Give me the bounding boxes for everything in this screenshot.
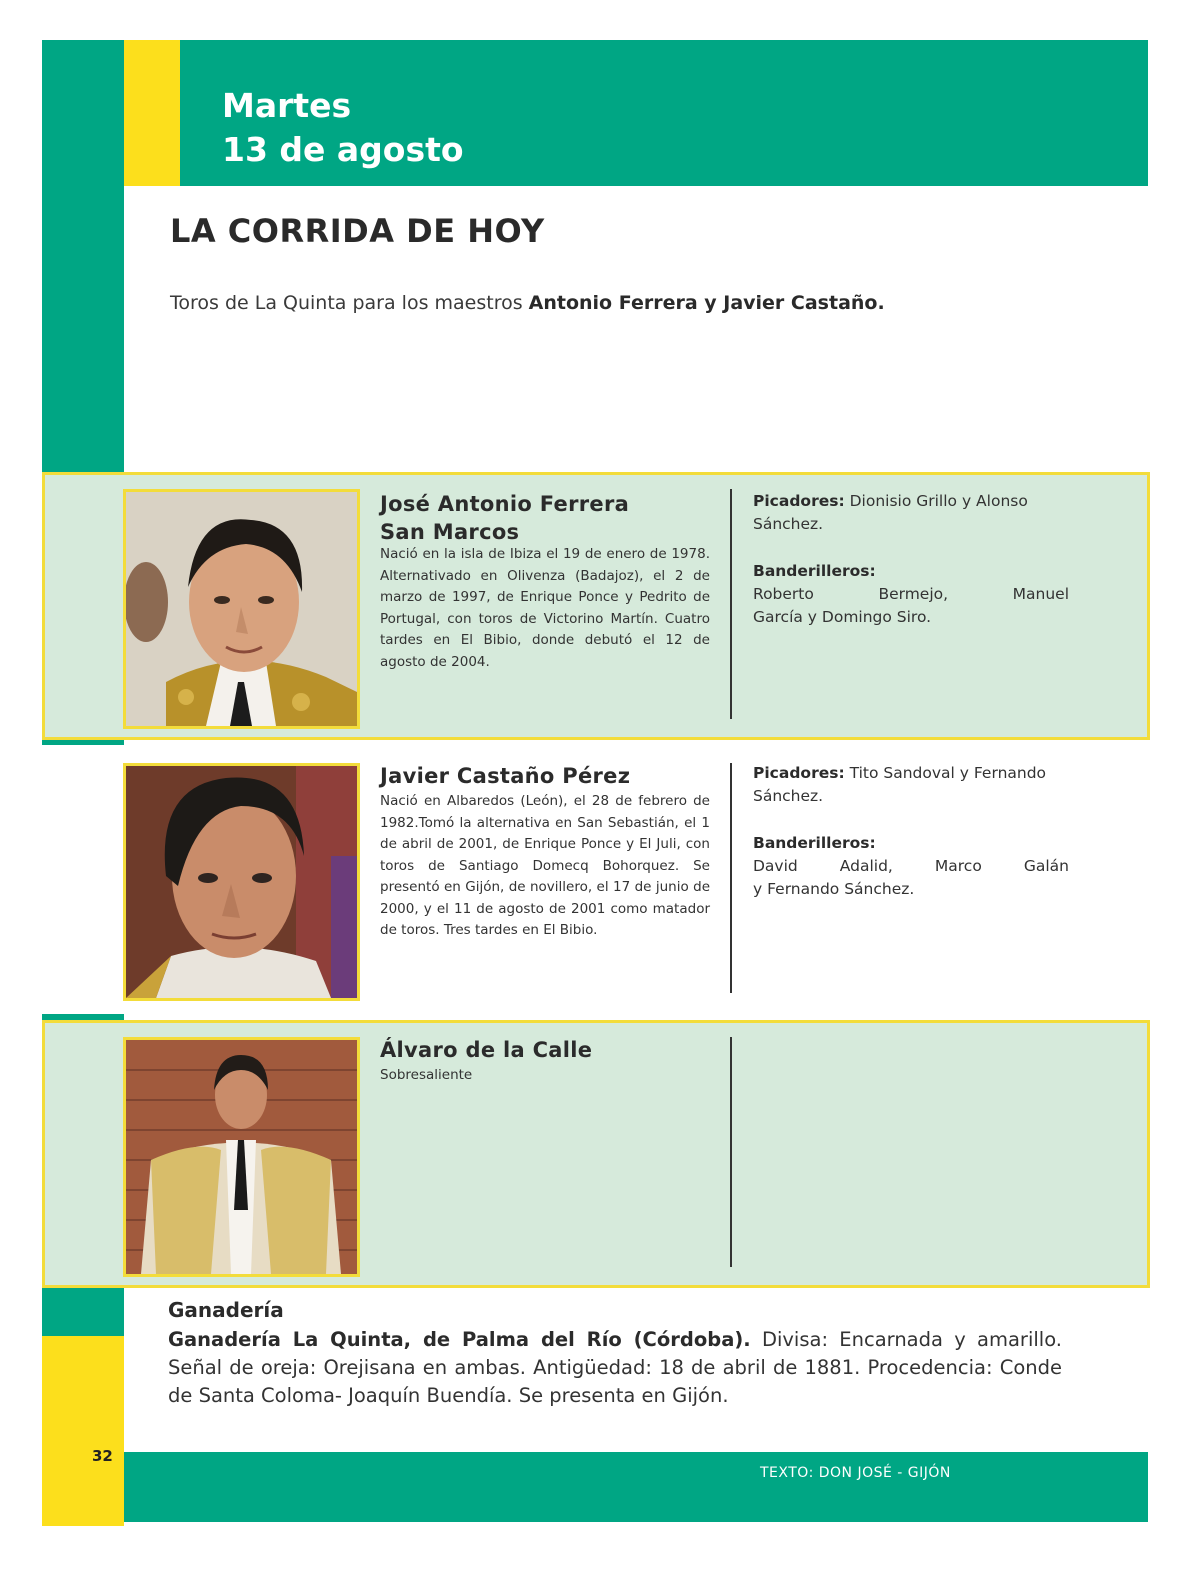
torero-name-line2: San Marcos xyxy=(380,520,520,544)
banderilleros-label xyxy=(753,560,1069,583)
banderilleros-line2: y Fernando Sánchez. xyxy=(753,880,915,898)
torero-name: Javier Castaño Pérez xyxy=(380,764,631,788)
banderilleros-label-text: Banderilleros: xyxy=(753,834,876,852)
header-date-text: 13 de agosto xyxy=(222,130,464,169)
intro-bold: Antonio Ferrera y Javier Castaño. xyxy=(528,292,885,314)
picadores-label: Picadores: xyxy=(753,764,845,782)
footer-yellow-bar xyxy=(42,1336,124,1526)
cuadrilla xyxy=(753,762,1069,901)
left-white-gap xyxy=(42,742,124,1018)
ganaderia-details: Divisa: Encarnada y amarillo. Señal de oreja: Orejisana en ambas. Antigüedad: 18 de abril de 1881. Procedencia: Conde de Santa Coloma- Joaquín Buendía. Se presenta en Gijón. xyxy=(168,1328,1062,1407)
header-day: Martes xyxy=(222,86,352,125)
torero-bio: Nació en la isla de Ibiza el 19 de enero de 1978. Alternativado en Olivenza (Badajoz), el 2 de marzo de 1997, de Enrique Ponce y Pedrito de Portugal, con toros de Victorino Martín. Cuatro tardes en El Bibio, donde debutó el 12 de agosto de 2004. xyxy=(380,546,710,670)
portrait-castano xyxy=(126,766,357,998)
column-divider xyxy=(730,1037,732,1267)
header-yellow-accent xyxy=(124,40,180,186)
banderilleros-label xyxy=(753,832,1069,855)
ganaderia-name: Ganadería La Quinta, de Palma del Río (Córdoba). xyxy=(168,1328,751,1351)
picadores-label: Picadores: xyxy=(753,492,845,510)
picadores xyxy=(753,490,1069,536)
portrait-de-la-calle xyxy=(126,1040,357,1274)
separator-line xyxy=(42,1014,124,1019)
banderilleros-label-text: Banderilleros: xyxy=(753,562,876,580)
banderilleros-line2: García y Domingo Siro. xyxy=(753,608,932,626)
page-title: LA CORRIDA DE HOY xyxy=(170,212,545,250)
page-number: 32 xyxy=(92,1447,113,1465)
column-divider xyxy=(730,763,732,993)
intro-text xyxy=(170,292,885,314)
torero-name xyxy=(380,490,629,546)
torero-name-line1: José Antonio Ferrera xyxy=(380,492,630,516)
torero-name: Álvaro de la Calle xyxy=(380,1038,593,1062)
ganaderia-text xyxy=(168,1326,1062,1410)
portrait-ferrera xyxy=(126,492,357,726)
torero-role: Sobresaliente xyxy=(380,1067,473,1083)
banderilleros-line1: David Adalid, Marco Galán xyxy=(753,857,1069,875)
column-divider xyxy=(730,489,732,719)
cuadrilla xyxy=(753,490,1069,629)
ganaderia-title: Ganadería xyxy=(168,1298,284,1322)
banderilleros-line1: Roberto Bermejo, Manuel xyxy=(753,585,1069,603)
footer-banner xyxy=(124,1452,1148,1522)
picadores-names: Dionisio Grillo y Alonso Sánchez. xyxy=(753,492,1028,533)
photo-de-la-calle xyxy=(123,1037,360,1277)
separator-line xyxy=(42,740,124,745)
photo-ferrera xyxy=(123,489,360,729)
intro-prefix: Toros de La Quinta para los maestros xyxy=(170,292,529,314)
footer-credit: TEXTO: DON JOSÉ - GIJÓN xyxy=(760,1465,951,1481)
picadores xyxy=(753,762,1069,808)
photo-castano xyxy=(123,763,360,1001)
picadores-names: Tito Sandoval y Fernando Sánchez. xyxy=(753,764,1047,805)
header-date xyxy=(222,84,464,172)
torero-bio: Nació en Albaredos (León), el 28 de febrero de 1982.Tomó la alternativa en San Sebastián, el 1 de abril de 2001, de Enrique Ponce y El Juli, con toros de Santiago Domecq Bohorquez. Se presentó en Gijón, de novillero, el 17 de junio de 2000, y el 11 de agosto de 2001 como matador de toros. Tres tardes en El Bibio. xyxy=(380,793,710,938)
